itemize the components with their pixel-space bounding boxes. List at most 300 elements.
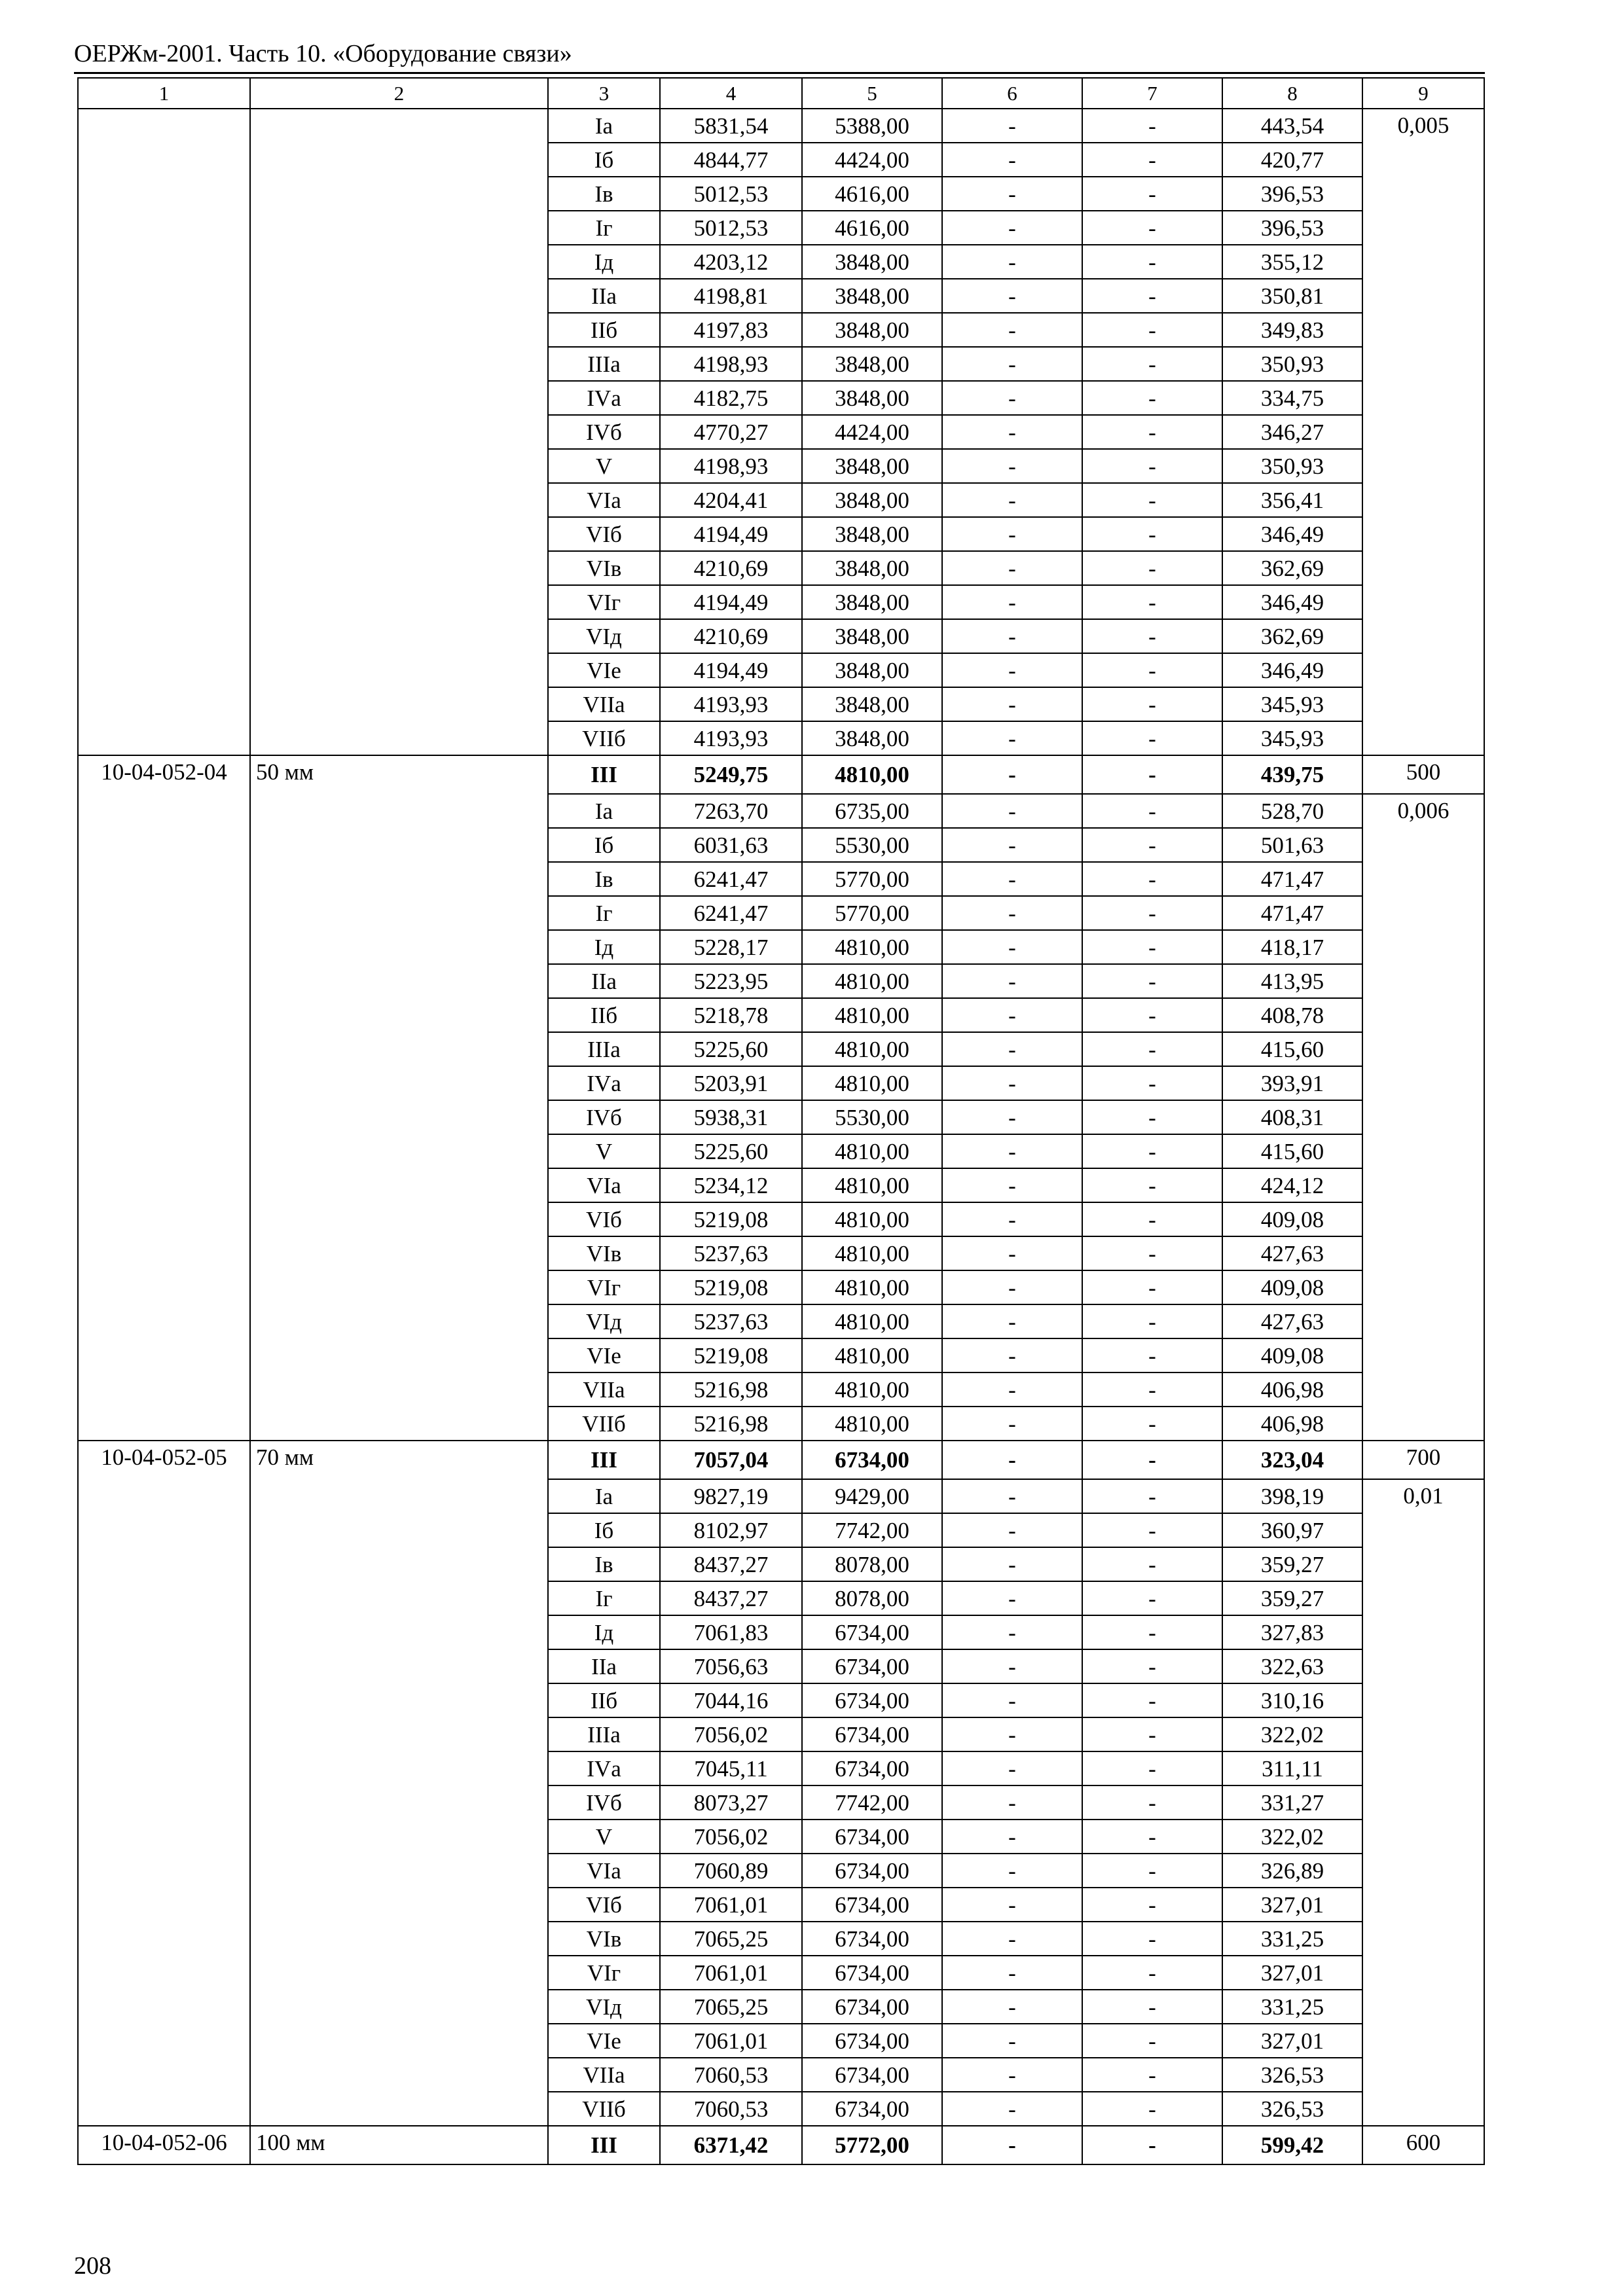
cost-cell-5: 4810,00 — [802, 1270, 942, 1304]
cost-cell-8: 409,08 — [1222, 1202, 1362, 1236]
cost-cell-7: - — [1082, 828, 1222, 862]
total-cost-cell: 7056,02 — [660, 1820, 802, 1854]
class-cell: VIд — [548, 619, 660, 653]
cost-cell-5: 6734,00 — [802, 2092, 942, 2126]
class-cell: IIа — [548, 964, 660, 998]
cost-cell-6: - — [942, 1649, 1082, 1683]
cost-cell-5: 5388,00 — [802, 109, 942, 143]
diameter-cell: 70 мм — [250, 1441, 548, 2126]
class-cell: Iг — [548, 1581, 660, 1615]
cost-cell-6: - — [942, 585, 1082, 619]
cost-cell-8: 362,69 — [1222, 551, 1362, 585]
page-header: ОЕРЖм-2001. Часть 10. «Оборудование связи» — [74, 40, 572, 67]
cost-cell-5: 4810,00 — [802, 1032, 942, 1066]
cost-cell-5: 5530,00 — [802, 828, 942, 862]
cost-cell-8: 331,27 — [1222, 1785, 1362, 1820]
rate-code-cell: 10-04-052-04 — [78, 755, 250, 1441]
cost-cell-7: - — [1082, 1338, 1222, 1372]
cost-cell-6: - — [942, 1304, 1082, 1338]
cost-cell-6: - — [942, 896, 1082, 930]
cost-cell-5: 6734,00 — [802, 1888, 942, 1922]
cost-cell-6: - — [942, 1513, 1082, 1547]
total-cost-cell: 5012,53 — [660, 177, 802, 211]
total-cost-cell: 4198,93 — [660, 347, 802, 381]
quantity-cell: 600 — [1362, 2126, 1484, 2164]
column-number: 3 — [548, 78, 660, 109]
diameter-cell: 50 мм — [250, 755, 548, 1441]
cost-cell-6: - — [942, 1202, 1082, 1236]
cost-cell-8: 350,93 — [1222, 449, 1362, 483]
total-cost-cell: 4210,69 — [660, 551, 802, 585]
cost-cell-8: 396,53 — [1222, 211, 1362, 245]
cost-cell-7: - — [1082, 2126, 1222, 2164]
cost-cell-6: - — [942, 755, 1082, 794]
total-cost-cell: 5216,98 — [660, 1407, 802, 1441]
class-cell: Iв — [548, 1547, 660, 1581]
cost-cell-8: 311,11 — [1222, 1751, 1362, 1785]
class-cell: VIд — [548, 1990, 660, 2024]
cost-cell-6: - — [942, 1990, 1082, 2024]
cost-cell-5: 8078,00 — [802, 1581, 942, 1615]
class-cell: IIб — [548, 1683, 660, 1717]
rates-table — [77, 77, 1485, 2165]
cost-cell-7: - — [1082, 1202, 1222, 1236]
total-cost-cell: 7061,01 — [660, 1956, 802, 1990]
cost-cell-7: - — [1082, 964, 1222, 998]
cost-cell-8: 346,49 — [1222, 585, 1362, 619]
cost-cell-8: 408,31 — [1222, 1100, 1362, 1134]
cost-cell-8: 326,53 — [1222, 2058, 1362, 2092]
class-cell: VIе — [548, 1338, 660, 1372]
total-cost-cell: 7060,53 — [660, 2058, 802, 2092]
cost-cell-8: 346,49 — [1222, 517, 1362, 551]
column-number: 2 — [250, 78, 548, 109]
cost-cell-8: 350,93 — [1222, 347, 1362, 381]
class-cell: Iд — [548, 245, 660, 279]
cost-cell-8: 345,93 — [1222, 687, 1362, 721]
class-cell: VIг — [548, 1956, 660, 1990]
cost-cell-7: - — [1082, 794, 1222, 828]
total-cost-cell: 6241,47 — [660, 862, 802, 896]
total-cost-cell: 5012,53 — [660, 211, 802, 245]
class-cell: IIа — [548, 279, 660, 313]
cost-cell-6: - — [942, 2126, 1082, 2164]
cost-cell-6: - — [942, 1854, 1082, 1888]
cost-cell-6: - — [942, 964, 1082, 998]
cost-cell-7: - — [1082, 1100, 1222, 1134]
cost-cell-6: - — [942, 1717, 1082, 1751]
cost-cell-5: 4810,00 — [802, 1338, 942, 1372]
quantity-cell: 700 — [1362, 1441, 1484, 1479]
cost-cell-8: 350,81 — [1222, 279, 1362, 313]
cost-cell-7: - — [1082, 1751, 1222, 1785]
cost-cell-7: - — [1082, 211, 1222, 245]
cost-cell-7: - — [1082, 2024, 1222, 2058]
cost-cell-8: 326,89 — [1222, 1854, 1362, 1888]
cost-cell-8: 413,95 — [1222, 964, 1362, 998]
cost-cell-5: 3848,00 — [802, 381, 942, 415]
diameter-cell: 100 мм — [250, 2126, 548, 2164]
cost-cell-7: - — [1082, 1547, 1222, 1581]
class-cell: VIа — [548, 1854, 660, 1888]
cost-cell-7: - — [1082, 1888, 1222, 1922]
class-cell: IVа — [548, 381, 660, 415]
cost-cell-6: - — [942, 1956, 1082, 1990]
class-cell: VIIб — [548, 1407, 660, 1441]
cost-cell-5: 6734,00 — [802, 1820, 942, 1854]
cost-cell-5: 3848,00 — [802, 585, 942, 619]
cost-cell-7: - — [1082, 1990, 1222, 2024]
quantity-cell: 500 — [1362, 755, 1484, 794]
class-cell: Iб — [548, 828, 660, 862]
cost-cell-8: 322,63 — [1222, 1649, 1362, 1683]
cost-cell-6: - — [942, 245, 1082, 279]
cost-cell-6: - — [942, 1820, 1082, 1854]
class-cell: IVа — [548, 1751, 660, 1785]
total-cost-cell: 8437,27 — [660, 1581, 802, 1615]
class-cell: Iг — [548, 211, 660, 245]
cost-cell-8: 406,98 — [1222, 1407, 1362, 1441]
rate-code-cell: 10-04-052-06 — [78, 2126, 250, 2164]
cost-cell-8: 346,27 — [1222, 415, 1362, 449]
cost-cell-5: 3848,00 — [802, 619, 942, 653]
cost-cell-6: - — [942, 1479, 1082, 1513]
cost-cell-6: - — [942, 2092, 1082, 2126]
cost-cell-5: 3848,00 — [802, 721, 942, 755]
cost-cell-8: 415,60 — [1222, 1032, 1362, 1066]
total-cost-cell: 7061,83 — [660, 1615, 802, 1649]
cost-cell-5: 3848,00 — [802, 687, 942, 721]
table-row — [78, 2126, 1484, 2164]
cost-cell-5: 4810,00 — [802, 1066, 942, 1100]
cost-cell-5: 6735,00 — [802, 794, 942, 828]
cost-cell-5: 6734,00 — [802, 1956, 942, 1990]
total-cost-cell: 7045,11 — [660, 1751, 802, 1785]
cost-cell-6: - — [942, 517, 1082, 551]
cost-cell-7: - — [1082, 755, 1222, 794]
class-cell: VIг — [548, 1270, 660, 1304]
cost-cell-8: 359,27 — [1222, 1581, 1362, 1615]
class-cell: Iг — [548, 896, 660, 930]
class-cell: III — [548, 1441, 660, 1479]
cost-cell-8: 323,04 — [1222, 1441, 1362, 1479]
total-cost-cell: 4197,83 — [660, 313, 802, 347]
cost-cell-8: 439,75 — [1222, 755, 1362, 794]
cost-cell-7: - — [1082, 313, 1222, 347]
column-number: 6 — [942, 78, 1082, 109]
header-rule — [74, 72, 1485, 74]
class-cell: IIб — [548, 998, 660, 1032]
total-cost-cell: 4198,93 — [660, 449, 802, 483]
total-cost-cell: 4770,27 — [660, 415, 802, 449]
cost-cell-5: 6734,00 — [802, 1649, 942, 1683]
total-cost-cell: 4194,49 — [660, 585, 802, 619]
cost-cell-5: 4424,00 — [802, 415, 942, 449]
cost-cell-7: - — [1082, 1441, 1222, 1479]
cost-cell-5: 5770,00 — [802, 896, 942, 930]
cost-cell-8: 398,19 — [1222, 1479, 1362, 1513]
class-cell: V — [548, 1820, 660, 1854]
cost-cell-8: 355,12 — [1222, 245, 1362, 279]
cost-cell-6: - — [942, 1032, 1082, 1066]
cost-cell-8: 409,08 — [1222, 1338, 1362, 1372]
cost-cell-7: - — [1082, 177, 1222, 211]
class-cell: VIIа — [548, 1372, 660, 1407]
cost-cell-5: 8078,00 — [802, 1547, 942, 1581]
cost-cell-7: - — [1082, 1134, 1222, 1168]
cost-cell-5: 5530,00 — [802, 1100, 942, 1134]
quantity-cell: 0,006 — [1362, 794, 1484, 1441]
cost-cell-8: 420,77 — [1222, 143, 1362, 177]
cost-cell-5: 4424,00 — [802, 143, 942, 177]
cost-cell-7: - — [1082, 1236, 1222, 1270]
cost-cell-7: - — [1082, 862, 1222, 896]
total-cost-cell: 5831,54 — [660, 109, 802, 143]
cost-cell-5: 4810,00 — [802, 1407, 942, 1441]
table-row — [78, 109, 1484, 143]
cost-cell-7: - — [1082, 347, 1222, 381]
cost-cell-8: 322,02 — [1222, 1717, 1362, 1751]
cost-cell-5: 3848,00 — [802, 517, 942, 551]
column-number: 5 — [802, 78, 942, 109]
cost-cell-8: 349,83 — [1222, 313, 1362, 347]
cost-cell-7: - — [1082, 585, 1222, 619]
cost-cell-6: - — [942, 1372, 1082, 1407]
class-cell: IIIа — [548, 1717, 660, 1751]
page-number: 208 — [74, 2252, 111, 2280]
cost-cell-8: 408,78 — [1222, 998, 1362, 1032]
class-cell: VIб — [548, 1202, 660, 1236]
class-cell: V — [548, 449, 660, 483]
cost-cell-7: - — [1082, 517, 1222, 551]
class-cell: VIв — [548, 1236, 660, 1270]
total-cost-cell: 5938,31 — [660, 1100, 802, 1134]
cost-cell-6: - — [942, 1407, 1082, 1441]
cost-cell-7: - — [1082, 1854, 1222, 1888]
total-cost-cell: 7065,25 — [660, 1990, 802, 2024]
cost-cell-6: - — [942, 930, 1082, 964]
class-cell: VIIа — [548, 2058, 660, 2092]
cost-cell-6: - — [942, 1785, 1082, 1820]
total-cost-cell: 5218,78 — [660, 998, 802, 1032]
class-cell: VIIб — [548, 721, 660, 755]
cost-cell-8: 327,01 — [1222, 1956, 1362, 1990]
cost-cell-6: - — [942, 1922, 1082, 1956]
rate-code-cell — [78, 109, 250, 755]
total-cost-cell: 5237,63 — [660, 1304, 802, 1338]
total-cost-cell: 4194,49 — [660, 517, 802, 551]
cost-cell-7: - — [1082, 143, 1222, 177]
cost-cell-7: - — [1082, 1304, 1222, 1338]
total-cost-cell: 4193,93 — [660, 687, 802, 721]
cost-cell-7: - — [1082, 1717, 1222, 1751]
cost-cell-6: - — [942, 2058, 1082, 2092]
cost-cell-7: - — [1082, 381, 1222, 415]
cost-cell-8: 322,02 — [1222, 1820, 1362, 1854]
cost-cell-8: 443,54 — [1222, 109, 1362, 143]
cost-cell-6: - — [942, 1547, 1082, 1581]
total-cost-cell: 4844,77 — [660, 143, 802, 177]
cost-cell-7: - — [1082, 687, 1222, 721]
cost-cell-5: 6734,00 — [802, 2058, 942, 2092]
total-cost-cell: 7060,53 — [660, 2092, 802, 2126]
cost-cell-8: 599,42 — [1222, 2126, 1362, 2164]
cost-cell-7: - — [1082, 1407, 1222, 1441]
column-number-row — [78, 78, 1484, 109]
class-cell: IVб — [548, 1785, 660, 1820]
total-cost-cell: 4198,81 — [660, 279, 802, 313]
cost-cell-6: - — [942, 1134, 1082, 1168]
class-cell: III — [548, 755, 660, 794]
cost-cell-7: - — [1082, 1479, 1222, 1513]
cost-cell-6: - — [942, 279, 1082, 313]
cost-cell-7: - — [1082, 1615, 1222, 1649]
cost-cell-5: 3848,00 — [802, 347, 942, 381]
total-cost-cell: 7061,01 — [660, 2024, 802, 2058]
cost-cell-8: 471,47 — [1222, 862, 1362, 896]
cost-cell-5: 6734,00 — [802, 2024, 942, 2058]
class-cell: III — [548, 2126, 660, 2164]
cost-cell-6: - — [942, 721, 1082, 755]
cost-cell-5: 6734,00 — [802, 1615, 942, 1649]
cost-cell-5: 4810,00 — [802, 1202, 942, 1236]
total-cost-cell: 5234,12 — [660, 1168, 802, 1202]
class-cell: VIIб — [548, 2092, 660, 2126]
cost-cell-6: - — [942, 313, 1082, 347]
class-cell: VIIа — [548, 687, 660, 721]
class-cell: Iд — [548, 1615, 660, 1649]
total-cost-cell: 8437,27 — [660, 1547, 802, 1581]
class-cell: V — [548, 1134, 660, 1168]
cost-cell-7: - — [1082, 998, 1222, 1032]
class-cell: IVб — [548, 415, 660, 449]
total-cost-cell: 7056,02 — [660, 1717, 802, 1751]
cost-cell-5: 6734,00 — [802, 1990, 942, 2024]
cost-cell-5: 4810,00 — [802, 1304, 942, 1338]
cost-cell-5: 7742,00 — [802, 1785, 942, 1820]
cost-cell-6: - — [942, 1888, 1082, 1922]
total-cost-cell: 7060,89 — [660, 1854, 802, 1888]
cost-cell-6: - — [942, 1441, 1082, 1479]
cost-cell-8: 326,53 — [1222, 2092, 1362, 2126]
quantity-cell: 0,005 — [1362, 109, 1484, 755]
cost-cell-7: - — [1082, 1066, 1222, 1100]
cost-cell-7: - — [1082, 449, 1222, 483]
quantity-cell: 0,01 — [1362, 1479, 1484, 2126]
class-cell: Iа — [548, 109, 660, 143]
cost-cell-6: - — [942, 347, 1082, 381]
cost-cell-7: - — [1082, 1649, 1222, 1683]
cost-cell-6: - — [942, 109, 1082, 143]
cost-cell-8: 359,27 — [1222, 1547, 1362, 1581]
total-cost-cell: 4204,41 — [660, 483, 802, 517]
cost-cell-7: - — [1082, 1372, 1222, 1407]
cost-cell-8: 310,16 — [1222, 1683, 1362, 1717]
cost-cell-6: - — [942, 828, 1082, 862]
total-cost-cell: 4210,69 — [660, 619, 802, 653]
total-cost-cell: 7044,16 — [660, 1683, 802, 1717]
cost-cell-7: - — [1082, 551, 1222, 585]
cost-cell-8: 427,63 — [1222, 1236, 1362, 1270]
class-cell: IIб — [548, 313, 660, 347]
total-cost-cell: 4182,75 — [660, 381, 802, 415]
cost-cell-8: 346,49 — [1222, 653, 1362, 687]
class-cell: VIе — [548, 653, 660, 687]
cost-cell-6: - — [942, 449, 1082, 483]
cost-cell-6: - — [942, 1338, 1082, 1372]
total-cost-cell: 5216,98 — [660, 1372, 802, 1407]
cost-cell-5: 3848,00 — [802, 483, 942, 517]
cost-cell-7: - — [1082, 1683, 1222, 1717]
cost-cell-6: - — [942, 653, 1082, 687]
total-cost-cell: 6371,42 — [660, 2126, 802, 2164]
cost-cell-6: - — [942, 619, 1082, 653]
cost-cell-6: - — [942, 998, 1082, 1032]
cost-cell-5: 3848,00 — [802, 449, 942, 483]
total-cost-cell: 5219,08 — [660, 1270, 802, 1304]
cost-cell-6: - — [942, 862, 1082, 896]
cost-cell-8: 331,25 — [1222, 1922, 1362, 1956]
cost-cell-5: 6734,00 — [802, 1683, 942, 1717]
total-cost-cell: 8102,97 — [660, 1513, 802, 1547]
cost-cell-8: 471,47 — [1222, 896, 1362, 930]
cost-cell-7: - — [1082, 1168, 1222, 1202]
cost-cell-6: - — [942, 415, 1082, 449]
class-cell: IIIа — [548, 1032, 660, 1066]
total-cost-cell: 4194,49 — [660, 653, 802, 687]
cost-cell-5: 5770,00 — [802, 862, 942, 896]
cost-cell-6: - — [942, 1683, 1082, 1717]
total-cost-cell: 5237,63 — [660, 1236, 802, 1270]
total-cost-cell: 5219,08 — [660, 1338, 802, 1372]
cost-cell-8: 327,01 — [1222, 1888, 1362, 1922]
cost-cell-6: - — [942, 2024, 1082, 2058]
cost-cell-6: - — [942, 1066, 1082, 1100]
total-cost-cell: 5225,60 — [660, 1032, 802, 1066]
class-cell: Iв — [548, 177, 660, 211]
cost-cell-6: - — [942, 1581, 1082, 1615]
cost-cell-5: 6734,00 — [802, 1854, 942, 1888]
total-cost-cell: 5228,17 — [660, 930, 802, 964]
cost-cell-7: - — [1082, 1513, 1222, 1547]
cost-cell-7: - — [1082, 483, 1222, 517]
cost-cell-5: 6734,00 — [802, 1922, 942, 1956]
cost-cell-6: - — [942, 794, 1082, 828]
cost-cell-8: 501,63 — [1222, 828, 1362, 862]
class-cell: VIв — [548, 551, 660, 585]
cost-cell-7: - — [1082, 1032, 1222, 1066]
cost-cell-6: - — [942, 1236, 1082, 1270]
total-cost-cell: 8073,27 — [660, 1785, 802, 1820]
total-cost-cell: 7061,01 — [660, 1888, 802, 1922]
cost-cell-6: - — [942, 177, 1082, 211]
cost-cell-8: 345,93 — [1222, 721, 1362, 755]
column-number: 8 — [1222, 78, 1362, 109]
cost-cell-5: 4810,00 — [802, 1372, 942, 1407]
cost-cell-8: 331,25 — [1222, 1990, 1362, 2024]
cost-cell-8: 427,63 — [1222, 1304, 1362, 1338]
cost-cell-8: 393,91 — [1222, 1066, 1362, 1100]
class-cell: Iа — [548, 1479, 660, 1513]
cost-cell-5: 6734,00 — [802, 1441, 942, 1479]
cost-cell-8: 334,75 — [1222, 381, 1362, 415]
cost-cell-6: - — [942, 483, 1082, 517]
column-number: 7 — [1082, 78, 1222, 109]
cost-cell-6: - — [942, 1270, 1082, 1304]
table-row — [78, 755, 1484, 794]
cost-cell-5: 6734,00 — [802, 1717, 942, 1751]
cost-cell-5: 4810,00 — [802, 998, 942, 1032]
